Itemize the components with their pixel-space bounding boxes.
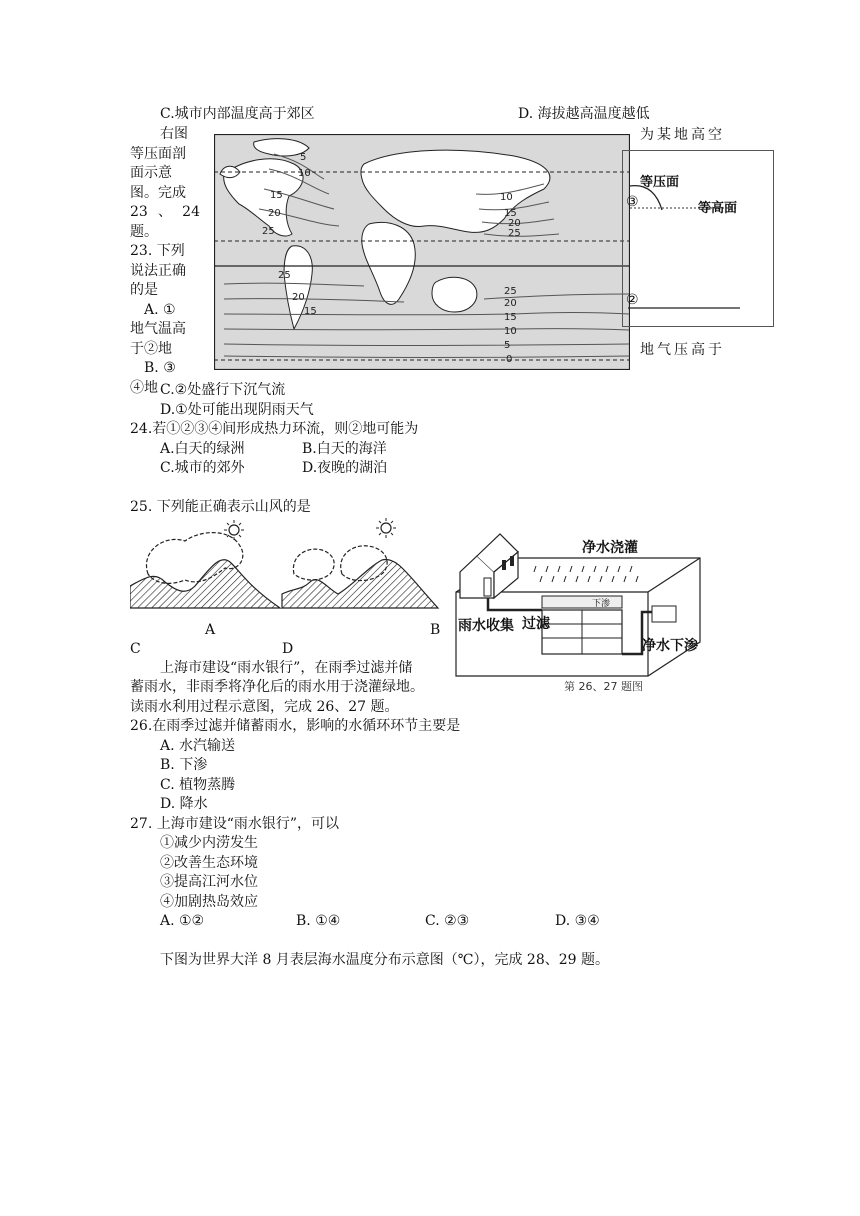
small-tank bbox=[652, 606, 676, 622]
contour-label: 20 bbox=[292, 292, 305, 303]
intro-line-5: 23、24题。 bbox=[130, 204, 200, 240]
contour-label: 5 bbox=[504, 340, 511, 351]
q23-a-2: 地气温高 bbox=[130, 321, 186, 337]
contour-label: 5 bbox=[300, 152, 307, 163]
sun-icon bbox=[376, 518, 396, 538]
q25-label-c: C bbox=[130, 641, 141, 657]
contour-label: 10 bbox=[504, 326, 517, 337]
q24-option-a: A.白天的绿洲 bbox=[160, 441, 245, 457]
figure-b bbox=[282, 518, 438, 608]
seepage-small-label: 下渗 bbox=[592, 599, 611, 609]
q26-option-b: B. 下渗 bbox=[160, 757, 208, 773]
intro-26-27-line-1: 上海市建设“雨水银行”，在雨季过滤并储 bbox=[160, 660, 413, 676]
q27-stem: 27. 上海市建设“雨水银行”，可以 bbox=[130, 816, 340, 832]
q24-option-c: C.城市的郊外 bbox=[160, 460, 245, 476]
contour-label: 25 bbox=[504, 286, 517, 297]
marker-2: ② bbox=[626, 292, 639, 308]
sst-world-map bbox=[214, 134, 630, 370]
q26-option-a: A. 水汽输送 bbox=[160, 738, 236, 754]
intro-23-24-left bbox=[130, 125, 200, 398]
q27-option-a: A. ①② bbox=[160, 913, 205, 929]
q25-label-b: B bbox=[430, 622, 441, 638]
q23-option-c: C.②处盛行下沉气流 bbox=[160, 382, 286, 398]
contour-label: 15 bbox=[270, 190, 283, 201]
contour-label: 15 bbox=[504, 312, 517, 323]
q27-option-c: C. ②③ bbox=[425, 913, 470, 929]
intro-line-1: 右图 bbox=[160, 126, 188, 142]
contour-label: 20 bbox=[268, 208, 281, 219]
intro-26-27-line-2: 蓄雨水，非雨季将净化后的雨水用于浇灌绿地。 bbox=[130, 679, 424, 695]
figure-a bbox=[130, 520, 280, 608]
q25-label-d: D bbox=[282, 641, 294, 657]
figure-caption: 第 26、27 题图 bbox=[564, 680, 643, 693]
q25-stem: 25. 下列能正确表示山风的是 bbox=[130, 499, 311, 515]
q24-option-d: D.夜晚的湖泊 bbox=[302, 460, 388, 476]
q26-stem: 26.在雨季过滤并储蓄雨水，影响的水循环环节主要是 bbox=[130, 718, 461, 734]
filter-label: 过滤 bbox=[522, 616, 550, 632]
contour-label: 10 bbox=[298, 168, 311, 179]
q24-stem: 24.若①②③④间形成热力环流，则②地可能为 bbox=[130, 421, 419, 437]
collection-label: 雨水收集 bbox=[458, 618, 514, 634]
q27-item-3: ③提高江河水位 bbox=[160, 874, 258, 890]
contour-label: 15 bbox=[304, 306, 317, 317]
isobar-profile-figure bbox=[622, 150, 774, 328]
irrigation-label: 净水浇灌 bbox=[582, 540, 638, 556]
contour-label: 25 bbox=[262, 226, 275, 237]
intro-26-27-line-3: 读雨水利用过程示意图，完成 26、27 题。 bbox=[130, 699, 399, 715]
contour-label: 10 bbox=[500, 192, 513, 203]
q23-a-3: 于②地 bbox=[130, 340, 172, 357]
isoheight-label: 等高面 bbox=[698, 201, 738, 216]
q22-option-d: D. 海拔越高温度越低 bbox=[518, 106, 650, 122]
q26-option-d: D. 降水 bbox=[160, 796, 208, 812]
q24-option-b: B.白天的海洋 bbox=[302, 441, 387, 457]
contour-label: 15 bbox=[504, 208, 517, 219]
q23-option-d: D.①处可能出现阴雨天气 bbox=[160, 402, 314, 418]
q25-label-a: A bbox=[205, 622, 216, 638]
q23-stem-2: 说法正确 bbox=[130, 262, 186, 279]
rainwater-bank-figure bbox=[452, 516, 704, 694]
isobar-label: 等压面 bbox=[640, 175, 680, 190]
q27-option-b: B. ①④ bbox=[296, 913, 341, 929]
intro-line-4: 图。完成 bbox=[130, 184, 186, 201]
q27-option-d: D. ③④ bbox=[555, 913, 600, 929]
marker-3: ③ bbox=[626, 194, 639, 210]
seepage-label: 净水下渗 bbox=[642, 638, 698, 654]
intro-right-top: 为某地高空 bbox=[640, 127, 725, 143]
q23-b-1: B. ③ bbox=[144, 360, 176, 376]
contour-label: 20 bbox=[508, 218, 521, 229]
intro-right-bottom: 地气压高于 bbox=[640, 342, 725, 358]
q27-item-1: ①减少内涝发生 bbox=[160, 835, 258, 851]
contour-label: 25 bbox=[508, 228, 521, 239]
intro-line-3: 面示意 bbox=[130, 165, 172, 181]
q23-b-2: ④地 bbox=[130, 379, 158, 396]
contour-label: 25 bbox=[278, 270, 291, 281]
q23-stem-1: 23. 下列 bbox=[130, 243, 185, 259]
sun-icon bbox=[224, 520, 244, 540]
australia bbox=[432, 277, 477, 312]
q27-item-4: ④加剧热岛效应 bbox=[160, 894, 258, 910]
q23-a-1: A. ① bbox=[144, 301, 176, 318]
q27-item-2: ②改善生态环境 bbox=[160, 855, 258, 871]
q26-option-c: C. 植物蒸腾 bbox=[160, 777, 236, 793]
contour-label: 20 bbox=[504, 298, 517, 309]
q23-stem-3: 的是 bbox=[130, 282, 158, 298]
intro-line-2: 等压面剖 bbox=[130, 145, 186, 162]
mountain-wind-figures bbox=[130, 516, 440, 616]
intro-28-29: 下图为世界大洋 8 月表层海水温度分布示意图（℃），完成 28、29 题。 bbox=[160, 952, 609, 968]
contour-label: 0 bbox=[506, 354, 513, 365]
q22-option-c: C.城市内部温度高于郊区 bbox=[160, 106, 315, 122]
